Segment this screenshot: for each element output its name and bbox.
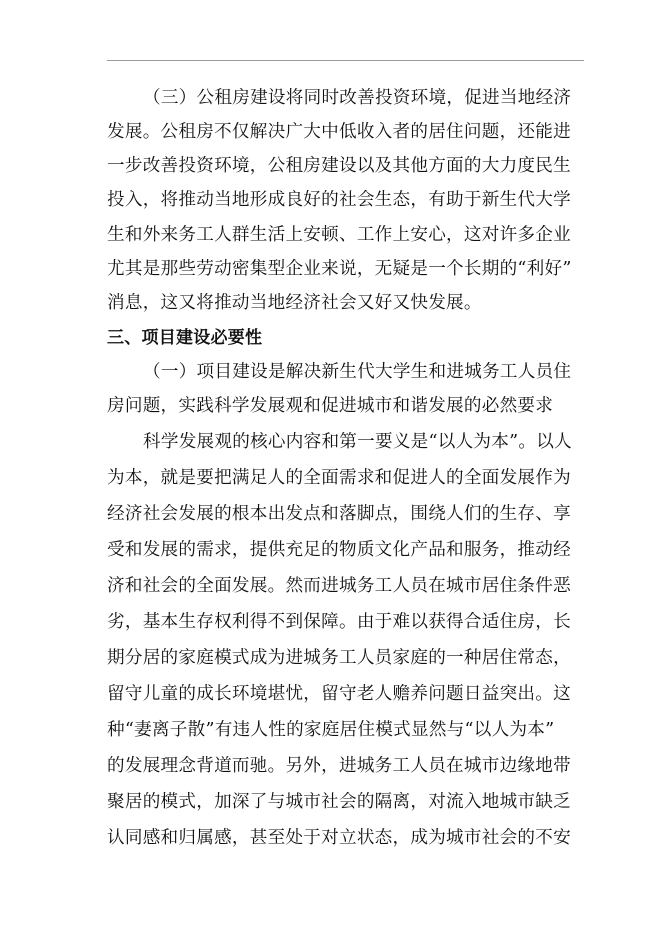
paragraph-2-line: 留守儿童的成长环境堪忧，留守老人赡养问题日益突出。这 [107, 684, 571, 704]
paragraph-2-line: 劣，基本生存权利得不到保障。由于难以获得合适住房，长 [107, 612, 571, 632]
paragraph-2-line: 种“妻离子散”有违人性的家庭居住模式显然与“以人为本” [107, 720, 555, 740]
paragraph-1-line: 生和外来务工人群生活上安顿、工作上安心，这对许多企业 [107, 225, 571, 245]
paragraph-1-line: （三）公租房建设将同时改善投资环境，促进当地经济 [143, 88, 572, 108]
paragraph-2-line: 的发展理念背道而驰。另外，进城务工人员在城市边缘地带 [107, 756, 571, 776]
paragraph-1-line: 尤其是那些劳动密集型企业来说，无疑是一个长期的“利好” [107, 259, 572, 279]
paragraph-1-line: 一步改善投资环境，公租房建设以及其他方面的大力度民生 [107, 156, 571, 176]
paragraph-2-line: 济和社会的全面发展。然而进城务工人员在城市居住条件恶 [107, 576, 571, 596]
paragraph-2-line: 期分居的家庭模式成为进城务工人员家庭的一种居住常态， [107, 648, 571, 668]
paragraph-2-line: 聚居的模式，加深了与城市社会的隔离，对流入地城市缺乏 [107, 792, 571, 812]
header-rule [107, 60, 584, 61]
paragraph-2-line: 认同感和归属感，甚至处于对立状态，成为城市社会的不安 [107, 828, 571, 848]
subheading-line: 房问题，实践科学发展观和促进城市和谐发展的必然要求 [107, 396, 554, 416]
paragraph-2-line: 为本，就是要把满足人的全面需求和促进人的全面发展作为 [107, 468, 571, 488]
paragraph-2-line: 科学发展观的核心内容和第一要义是“以人为本”。以人 [143, 432, 572, 452]
paragraph-1-line: 消息，这又将推动当地经济社会又好又快发展。 [107, 293, 482, 313]
section-heading: 三、项目建设必要性 [107, 328, 263, 348]
subheading-line: （一）项目建设是解决新生代大学生和进城务工人员住 [143, 362, 572, 382]
paragraph-2-line: 受和发展的需求，提供充足的物质文化产品和服务，推动经 [107, 540, 571, 560]
paragraph-2-line: 经济社会发展的根本出发点和落脚点，围绕人们的生存、享 [107, 504, 571, 524]
paragraph-1-line: 发展。公租房不仅解决广大中低收入者的居住问题，还能进 [107, 122, 571, 142]
paragraph-1-line: 投入，将推动当地形成良好的社会生态，有助于新生代大学 [107, 190, 571, 210]
